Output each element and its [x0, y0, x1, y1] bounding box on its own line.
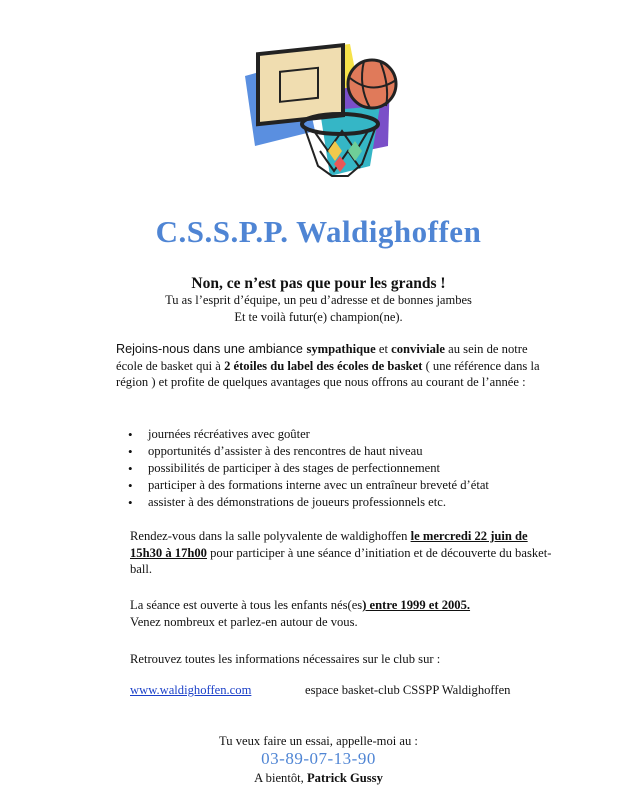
benefits-list	[128, 426, 489, 511]
list-item: • participer à des formations interne avec un entraîneur breveté d’état	[128, 477, 489, 494]
signoff-text: A bientôt,	[254, 771, 307, 785]
club-label: espace basket-club CSSPP Waldighoffen	[305, 683, 511, 697]
rdv-text-c: pour participer à une séance d’initiation et de découverte du basket-ball.	[130, 545, 552, 576]
intro-text-g: ( une référence dans la région ) et profite de quelques avantages que nous offrons au courant de l’année :	[116, 358, 540, 389]
website-link[interactable]: www.waldighoffen.com	[130, 683, 252, 697]
page-title: C.S.S.P.P. Waldighoffen	[155, 214, 482, 249]
rendezvous-paragraph	[130, 528, 560, 578]
intro-text-c: et	[375, 342, 392, 356]
intro-line-2: Et te voilà futur(e) champion(ne).	[234, 310, 403, 324]
list-item: • assister à des démonstrations de joueurs professionnels etc.	[128, 494, 489, 511]
intro-bold-label: 2 étoiles du label des écoles de basket	[224, 358, 423, 373]
list-item: • opportunités d’assister à des rencontres de haut niveau	[128, 443, 489, 460]
intro-text-a: Rejoins-nous dans une ambiance	[116, 342, 307, 356]
age-text-c: Venez nombreux et parlez-en autour de vous.	[130, 614, 358, 629]
age-range: ) entre 1999 et 2005.	[362, 598, 471, 612]
trial-text: Tu veux faire un essai, appelle-moi au :	[219, 734, 418, 748]
list-item: • possibilités de participer à des stages de perfectionnement	[128, 460, 489, 477]
intro-text-e: au sein de notre école de basket qui à	[116, 342, 528, 373]
website-row	[130, 683, 511, 698]
basketball-hoop-icon	[240, 36, 400, 186]
intro-paragraph	[116, 341, 556, 391]
rdv-date: le mercredi 22 juin de 15h30 à 17h00	[130, 529, 528, 560]
age-text-a: La séance est ouverte à tous les enfants nés(es	[130, 598, 363, 612]
rdv-text-a: Rendez-vous dans la salle polyvalente de waldighoffen	[130, 529, 411, 543]
age-paragraph	[130, 597, 560, 630]
intro-bold-conviviale: conviviale	[391, 342, 445, 356]
signoff-name: Patrick Gussy	[306, 771, 383, 785]
phone-number: 03-89-07-13-90	[261, 749, 376, 768]
list-item: • journées récréatives avec goûter	[128, 426, 489, 443]
intro-line-1: Tu as l’esprit d’équipe, un peu d’adresse et de bonnes jambes	[165, 293, 472, 307]
signoff	[0, 771, 637, 786]
intro-bold-sympathique: sympathique	[306, 342, 376, 356]
info-text: Retrouvez toutes les informations nécessaires sur le club sur :	[130, 652, 441, 666]
tagline: Non, ce n’est pas que pour les grands !	[191, 275, 446, 292]
